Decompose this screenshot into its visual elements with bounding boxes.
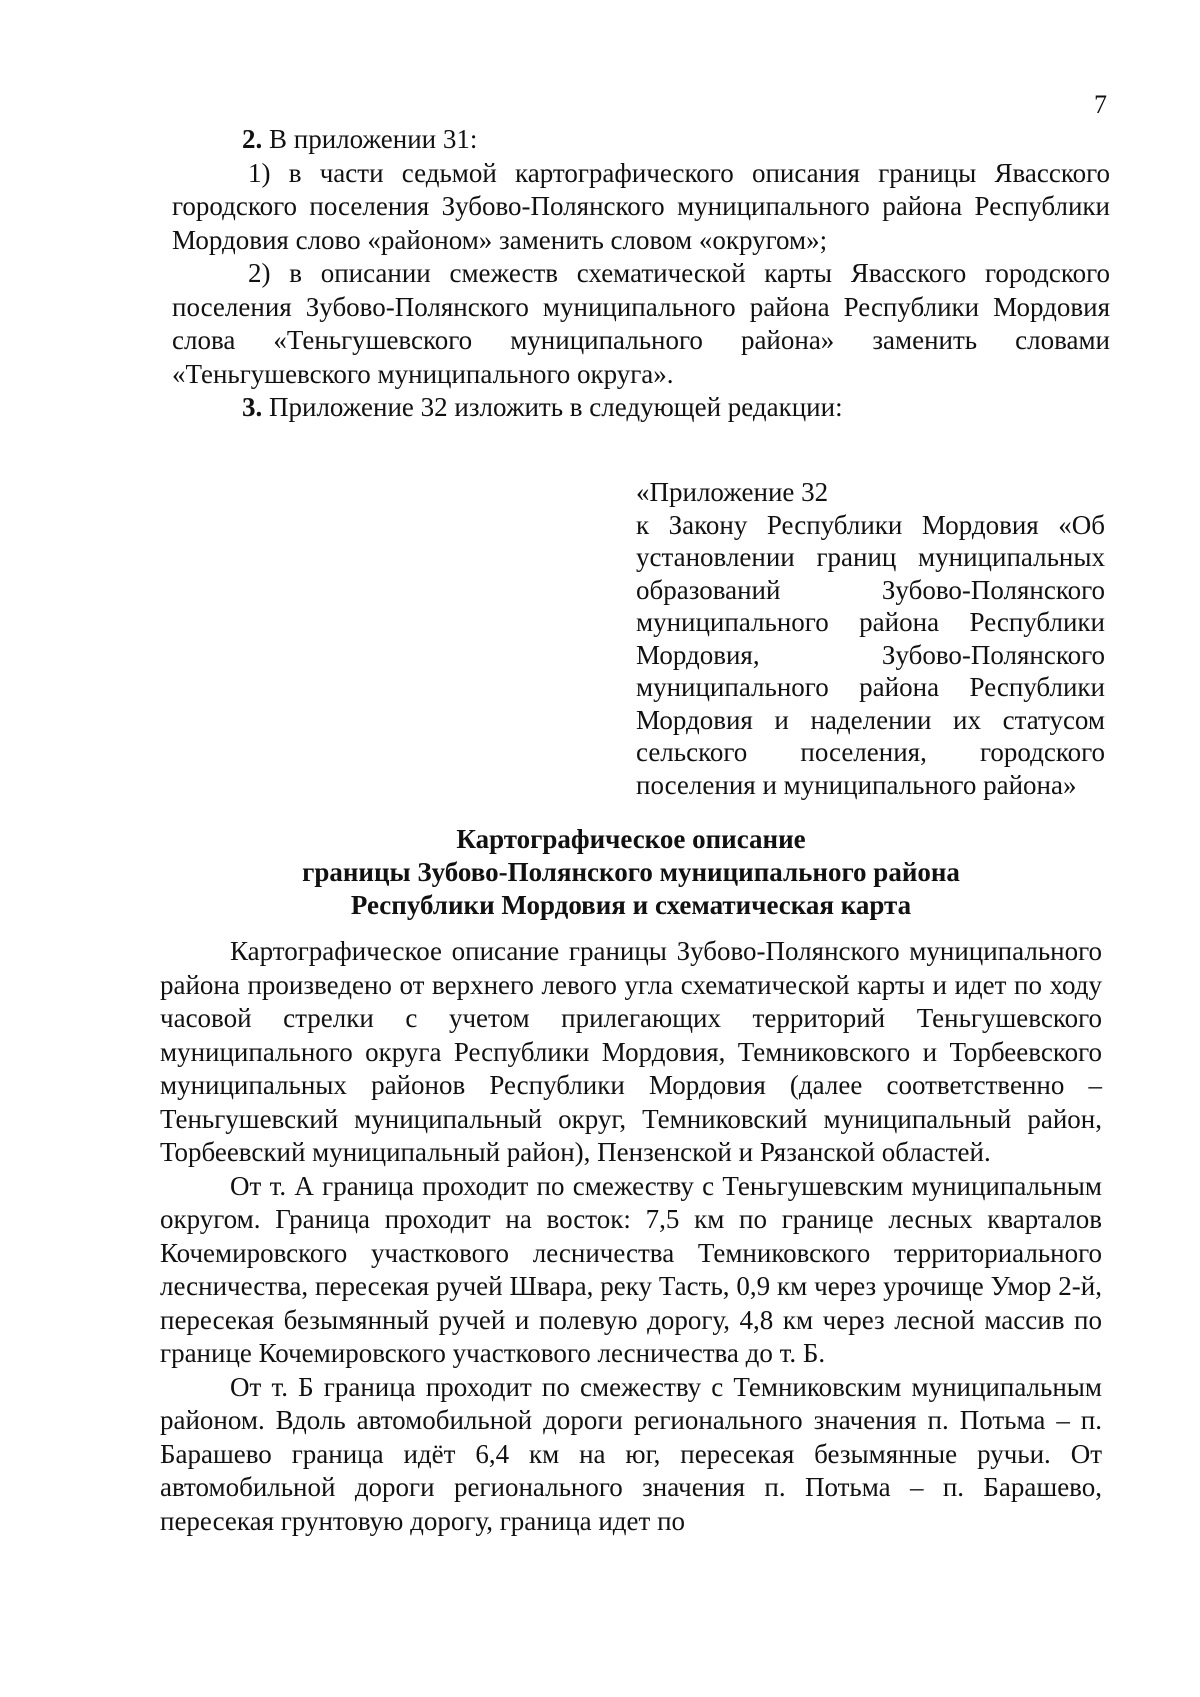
body-paragraph-3: От т. Б граница проходит по смежеству с Темниковским муниципальным районом. Вдоль автомобильной дороги регионального значения п. Потьма – п. Барашево граница идёт 6,4 км на юг, пересекая безымянные ручьи. От автомобильной дороги регионального значения п. Потьма – п. Барашево, пересекая грунтовую дорогу, граница идет по <box>160 1371 1102 1536</box>
section-2-item-2: 2) в описании смежеств схематической карты Явасского городского поселения Зубово-Полянского муниципального района Республики Мордовия слова «Теньгушевского муниципального района» заменить словами «Теньгушевского муниципального округа». <box>172 258 1110 389</box>
page-number: 7 <box>1094 90 1107 119</box>
section-2-title: В приложении 31: <box>262 124 478 154</box>
appendix-reference <box>636 476 1105 801</box>
body-paragraph-1: Картографическое описание границы Зубово-Полянского муниципального района произведено от верхнего левого угла схематической карты и идет по ходу часовой стрелки с учетом прилегающих территорий Теньгушевского муниципального округа Республики Мордовия, Темниковского и Торбеевского муниципальных районов Республики Мордовия (далее соответственно – Теньгушевский муниципальный округ, Темниковский муниципальный район, Торбеевский муниципальный район), Пензенской и Рязанской областей. <box>160 936 1102 1167</box>
section-2-heading <box>172 123 1110 157</box>
heading-line-2: границы Зубово-Полянского муниципального района <box>302 857 960 887</box>
section-2-item-1: 1) в части седьмой картографического описания границы Явасского городского поселения Зубово-Полянского муниципального района Республики Мордовия слово «районом» заменить словом «округом»; <box>172 157 1110 255</box>
body-paragraph-2: От т. А граница проходит по смежеству с Теньгушевским муниципальным округом. Граница проходит на восток: 7,5 км по границе лесных кварталов Кочемировского участкового лесничества Темниковского территориального лесничества, пересекая ручей Швара, реку Тасть, 0,9 км через урочище Умор 2-й, пересекая безымянный ручей и полевую дорогу, 4,8 км через лесной массив по границе Кочемировского участкового лесничества до т. Б. <box>160 1170 1102 1368</box>
heading-line-1: Картографическое описание <box>456 824 806 854</box>
description-heading <box>160 823 1102 922</box>
section-3-paragraph <box>172 391 1110 425</box>
appendix-text: к Закону Республики Мордовия «Об установлении границ муниципальных образований Зубово-Полянского муниципального района Республики Мордовия, Зубово-Полянского муниципального района Республики Мордовия и наделении их статусом сельского поселения, городского поселения и муниципального района» <box>636 509 1105 800</box>
section-3-text: Приложение 32 изложить в следующей редакции: <box>262 392 843 422</box>
description-body <box>160 935 1102 1538</box>
section-3-number: 3. <box>242 392 263 422</box>
section-2-number: 2. <box>242 124 263 154</box>
heading-line-3: Республики Мордовия и схематическая карта <box>350 890 912 920</box>
amendments-section <box>172 123 1110 425</box>
appendix-title: «Приложение 32 <box>636 477 829 507</box>
